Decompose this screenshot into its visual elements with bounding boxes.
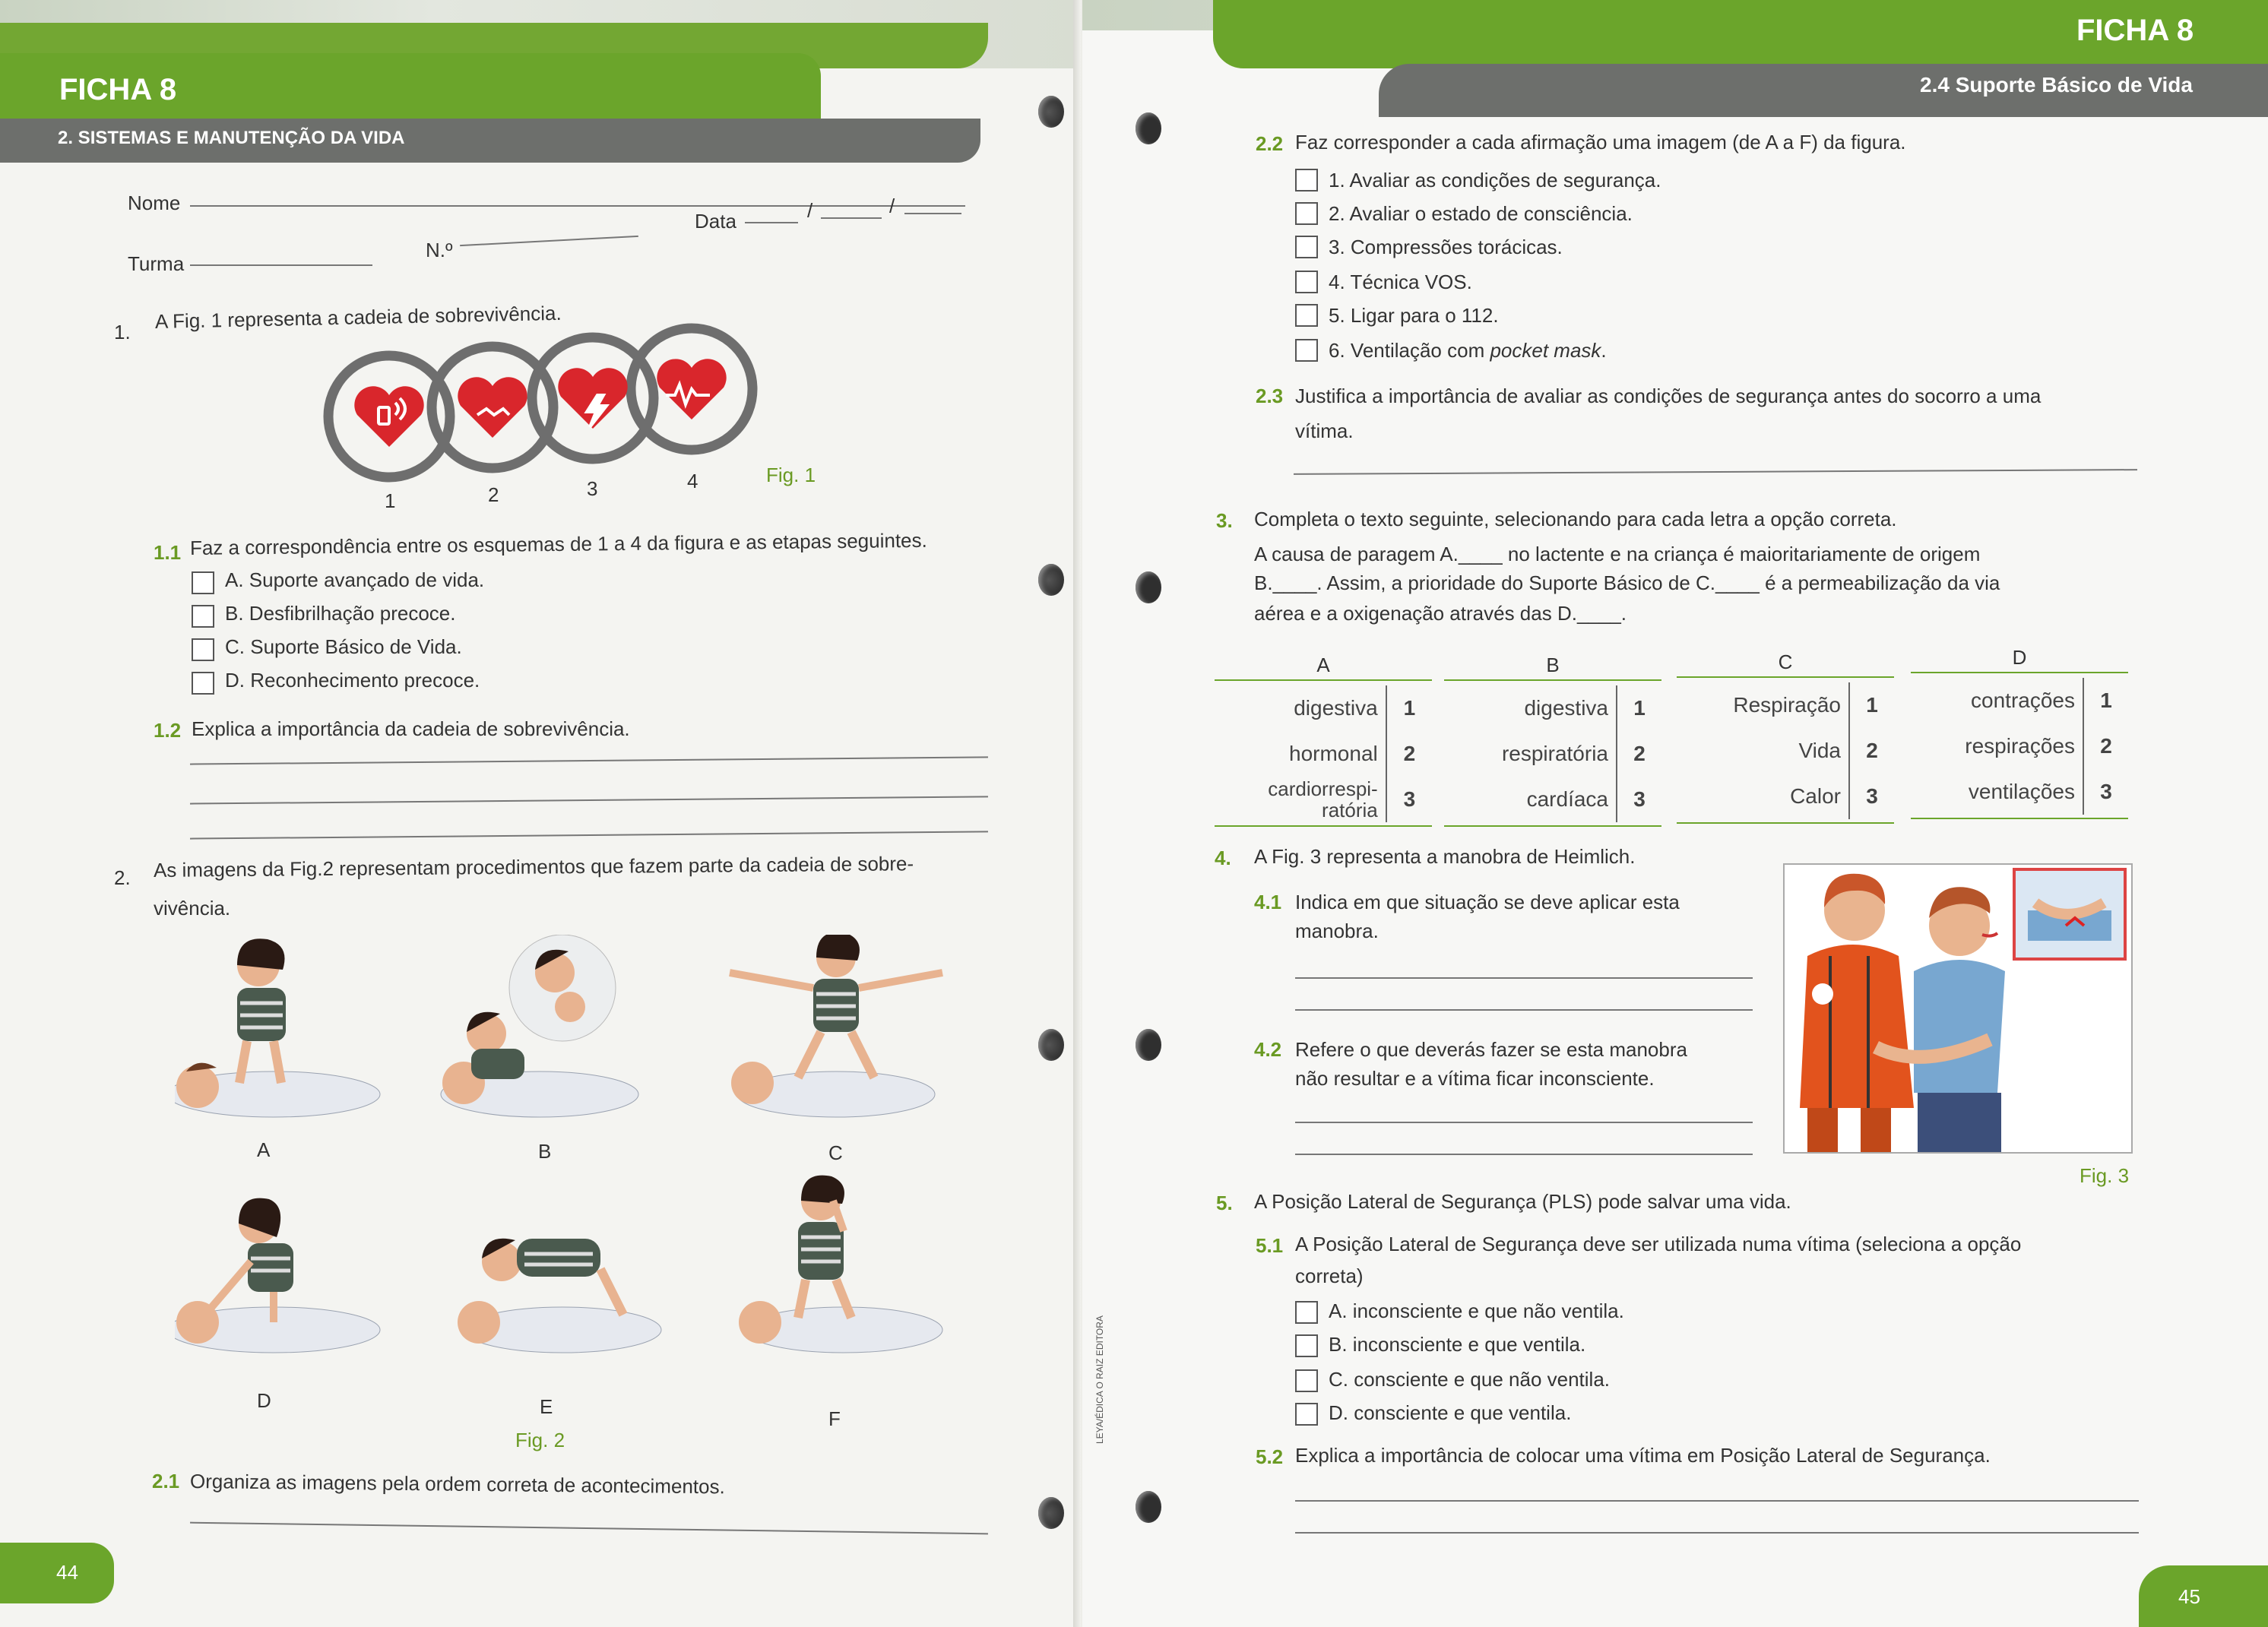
data-day-field[interactable] <box>745 222 798 223</box>
item-6-checkbox[interactable] <box>1295 339 1318 362</box>
pls-option-c-label: C. consciente e que não ventila. <box>1329 1368 1611 1391</box>
q4-1-text-line2: manobra. <box>1295 920 1379 942</box>
option-b-label: B. Desfibrilhação precoce. <box>225 602 456 625</box>
q5-1-text-line2: correta) <box>1295 1265 1364 1287</box>
table-d-body <box>1911 678 2128 815</box>
table-rule <box>1677 822 1894 824</box>
table-rule <box>1444 679 1661 681</box>
answer-line[interactable] <box>190 831 988 839</box>
binder-hole <box>1136 112 1161 144</box>
table-a-cell[interactable]: digestiva <box>1294 696 1378 720</box>
table-a-body <box>1215 685 1432 822</box>
table-b-header: B <box>1546 654 1560 676</box>
table-d-number: 3 <box>2083 769 2128 815</box>
right-page <box>1082 0 2268 1627</box>
answer-line[interactable] <box>1294 469 2137 475</box>
q1-1-number: 1.1 <box>154 541 182 564</box>
q5-1-number: 5.1 <box>1256 1234 1284 1257</box>
q4-number: 4. <box>1215 847 1231 869</box>
table-a-number: 3 <box>1386 777 1432 822</box>
pls-option-b-label: B. inconsciente e que ventila. <box>1329 1333 1586 1356</box>
pls-option-b-checkbox[interactable] <box>1295 1334 1318 1357</box>
answer-line[interactable] <box>1295 1500 2139 1502</box>
table-d-header: D <box>2012 646 2027 669</box>
table-b-cell[interactable]: cardíaca <box>1526 787 1608 811</box>
left-page <box>0 0 1082 1627</box>
option-c-checkbox[interactable] <box>192 638 214 661</box>
item-5-checkbox[interactable] <box>1295 304 1318 327</box>
binder-hole <box>1038 564 1064 596</box>
fig1-label-4: 4 <box>687 470 698 492</box>
fig1-label-3: 3 <box>587 477 598 500</box>
q1-number: 1. <box>114 321 131 343</box>
table-rule <box>1677 676 1894 678</box>
option-a-checkbox[interactable] <box>192 571 214 594</box>
table-b-cell[interactable]: respiratória <box>1501 742 1608 765</box>
answer-line[interactable] <box>1295 1154 1753 1155</box>
q5-1-text-line1: A Posição Lateral de Segurança deve ser utilizada numa vítima (seleciona a opção <box>1295 1233 2022 1255</box>
fig2-label-b: B <box>538 1140 552 1163</box>
nome-field[interactable] <box>190 205 965 207</box>
q2-1-number: 2.1 <box>152 1470 180 1492</box>
option-d-checkbox[interactable] <box>192 672 214 695</box>
table-rule <box>1911 672 2128 673</box>
binder-hole <box>1136 571 1161 603</box>
table-b-cell[interactable]: digestiva <box>1524 696 1608 720</box>
table-rule <box>1215 825 1432 827</box>
turma-label: Turma <box>128 252 185 275</box>
pls-option-a-checkbox[interactable] <box>1295 1301 1318 1324</box>
table-rule <box>1911 818 2128 819</box>
q4-1-text-line1: Indica em que situação se deve aplicar esta <box>1295 891 1680 913</box>
table-d-number: 1 <box>2083 678 2128 723</box>
q5-2-text: Explica a importância de colocar uma vítima em Posição Lateral de Segurança. <box>1295 1444 1991 1467</box>
item-3-label: 3. Compressões torácicas. <box>1329 236 1563 258</box>
item-6-prefix: 6. Ventilação com <box>1329 339 1490 362</box>
binder-hole <box>1136 1029 1161 1061</box>
q3-paragraph-line2: B.____. Assim, a prioridade do Suporte Básico de C.____ é a permeabilização da via <box>1254 571 2000 594</box>
table-b-number: 2 <box>1617 731 1661 777</box>
publisher-credit: LEYA/ÉDICA O RAIZ EDITORA <box>1094 1315 1105 1444</box>
q2-number: 2. <box>114 866 131 889</box>
chain-of-survival-figure <box>319 319 775 486</box>
item-1-label: 1. Avaliar as condições de segurança. <box>1329 169 1661 192</box>
numero-label: N.º <box>426 239 453 261</box>
table-d-number: 2 <box>2083 723 2128 769</box>
q1-text: A Fig. 1 representa a cadeia de sobrevivência. <box>154 301 562 333</box>
table-b-number: 1 <box>1617 685 1661 731</box>
date-slash: / <box>889 195 895 217</box>
answer-line[interactable] <box>190 1522 988 1535</box>
option-b-checkbox[interactable] <box>192 605 214 628</box>
q3-text: Completa o texto seguinte, selecionando para cada letra a opção correta. <box>1254 508 1897 530</box>
item-4-checkbox[interactable] <box>1295 271 1318 293</box>
binder-hole <box>1038 1497 1064 1529</box>
table-c-cell[interactable]: Respiração <box>1733 693 1841 717</box>
turma-field[interactable] <box>190 264 372 266</box>
subtitle: 2.4 Suporte Básico de Vida <box>1920 73 2193 97</box>
answer-line[interactable] <box>190 756 988 764</box>
ficha-title: FICHA 8 <box>2076 14 2194 47</box>
q3-paragraph-line3: aérea e a oxigenação através das D.____. <box>1254 602 1627 625</box>
q5-2-number: 5.2 <box>1256 1445 1284 1468</box>
q1-2-number: 1.2 <box>154 719 182 742</box>
pls-option-a-label: A. inconsciente e que não ventila. <box>1329 1299 1624 1322</box>
binder-hole <box>1038 96 1064 128</box>
pls-option-d-label: D. consciente e que ventila. <box>1329 1401 1572 1424</box>
fig1-caption: Fig. 1 <box>766 464 816 486</box>
option-c-label: C. Suporte Básico de Vida. <box>225 635 462 658</box>
option-d-label: D. Reconhecimento precoce. <box>225 669 480 692</box>
item-5-label: 5. Ligar para o 112. <box>1329 304 1499 327</box>
q4-text: A Fig. 3 representa a manobra de Heimlich. <box>1254 845 1636 868</box>
fig2-label-d: D <box>257 1389 271 1412</box>
table-d-cell[interactable]: ventilações <box>1968 780 2075 803</box>
q2-1-text: Organiza as imagens pela ordem correta de acontecimentos. <box>189 1470 725 1499</box>
answer-line[interactable] <box>1295 1532 2139 1534</box>
page-number-tab <box>2139 1565 2268 1627</box>
q3-number: 3. <box>1216 509 1233 532</box>
q4-1-number: 4.1 <box>1254 891 1282 913</box>
item-6-label <box>1329 339 1607 362</box>
q2-text-line1: As imagens da Fig.2 representam procedimentos que fazem parte da cadeia de sobre- <box>153 852 914 882</box>
section-title: 2. SISTEMAS E MANUTENÇÃO DA VIDA <box>58 128 405 148</box>
table-a-number: 2 <box>1386 731 1432 777</box>
item-2-checkbox[interactable] <box>1295 202 1318 225</box>
q2-2-number: 2.2 <box>1256 132 1284 155</box>
q2-3-text-line2: vítima. <box>1295 419 1354 442</box>
item-3-checkbox[interactable] <box>1295 236 1318 258</box>
item-4-label: 4. Técnica VOS. <box>1329 271 1472 293</box>
answer-line[interactable] <box>1295 977 1753 979</box>
cpr-procedures-figure <box>175 935 965 1436</box>
fig3-caption: Fig. 3 <box>2080 1164 2130 1187</box>
table-d-cell[interactable]: respirações <box>1965 734 2075 758</box>
q2-3-text-line1: Justifica a importância de avaliar as condições de segurança antes do socorro a uma <box>1295 385 2042 407</box>
ficha-title: FICHA 8 <box>59 73 177 106</box>
heimlich-maneuver-figure <box>1783 863 2133 1154</box>
table-a-cell[interactable]: hormonal <box>1289 742 1378 765</box>
table-b-number: 3 <box>1617 777 1661 822</box>
fig2-label-f: F <box>828 1407 841 1430</box>
fig1-label-1: 1 <box>385 489 396 512</box>
q4-2-text-line1: Refere o que deverás fazer se esta manobra <box>1295 1038 1687 1061</box>
fig1-label-2: 2 <box>488 483 499 506</box>
table-a-header: A <box>1316 654 1330 676</box>
binder-hole <box>1136 1491 1161 1523</box>
table-b-body <box>1444 685 1661 822</box>
table-rule <box>1215 679 1432 681</box>
date-slash: / <box>807 199 813 222</box>
fig2-label-a: A <box>257 1138 271 1161</box>
page-number: 44 <box>56 1561 78 1584</box>
table-c-number: 2 <box>1849 728 1894 774</box>
table-c-body <box>1677 682 1894 819</box>
answer-line[interactable] <box>1295 1122 1753 1123</box>
nome-label: Nome <box>128 192 181 214</box>
item-6-italic: pocket mask <box>1490 339 1601 362</box>
pls-option-c-checkbox[interactable] <box>1295 1369 1318 1392</box>
table-c-cell[interactable]: Calor <box>1790 784 1841 808</box>
fig2-label-c: C <box>828 1141 843 1164</box>
table-rule <box>1444 825 1661 827</box>
item-6-suffix: . <box>1601 339 1607 362</box>
fig2-label-e: E <box>540 1395 553 1418</box>
q2-2-text: Faz corresponder a cada afirmação uma imagem (de A a F) da figura. <box>1295 131 1906 154</box>
answer-line[interactable] <box>1295 1009 1753 1011</box>
q3-paragraph-line1: A causa de paragem A.____ no lactente e na criança é maioritariamente de origem <box>1254 543 1981 565</box>
data-month-field[interactable] <box>821 217 882 219</box>
q5-text: A Posição Lateral de Segurança (PLS) pode salvar uma vida. <box>1254 1190 1791 1213</box>
data-year-field[interactable] <box>904 213 961 214</box>
q4-2-text-line2: não resultar e a vítima ficar inconsciente. <box>1295 1067 1655 1090</box>
item-2-label: 2. Avaliar o estado de consciência. <box>1329 202 1633 225</box>
table-c-number: 1 <box>1849 682 1894 728</box>
q2-text-line2: vivência. <box>154 897 231 920</box>
numero-field[interactable] <box>460 236 638 246</box>
q1-1-text: Faz a correspondência entre os esquemas de 1 a 4 da figura e as etapas seguintes. <box>189 528 927 559</box>
q5-number: 5. <box>1216 1192 1233 1214</box>
table-a-cell[interactable]: cardiorrespi-ratória <box>1268 777 1378 821</box>
binder-hole <box>1038 1029 1064 1061</box>
fig2-caption: Fig. 2 <box>515 1429 565 1451</box>
item-1-checkbox[interactable] <box>1295 169 1318 192</box>
table-a-number: 1 <box>1386 685 1432 731</box>
q2-3-number: 2.3 <box>1256 385 1284 407</box>
q4-2-number: 4.2 <box>1254 1038 1282 1061</box>
table-c-number: 3 <box>1849 774 1894 819</box>
pls-option-d-checkbox[interactable] <box>1295 1403 1318 1426</box>
table-d-cell[interactable]: contrações <box>1971 688 2075 712</box>
q1-2-text: Explica a importância da cadeia de sobrevivência. <box>192 717 630 740</box>
page-number: 45 <box>2178 1585 2200 1608</box>
answer-line[interactable] <box>190 796 988 804</box>
data-label: Data <box>695 210 736 233</box>
option-a-label: A. Suporte avançado de vida. <box>225 568 485 591</box>
table-c-cell[interactable]: Vida <box>1798 739 1841 762</box>
table-c-header: C <box>1778 650 1793 673</box>
